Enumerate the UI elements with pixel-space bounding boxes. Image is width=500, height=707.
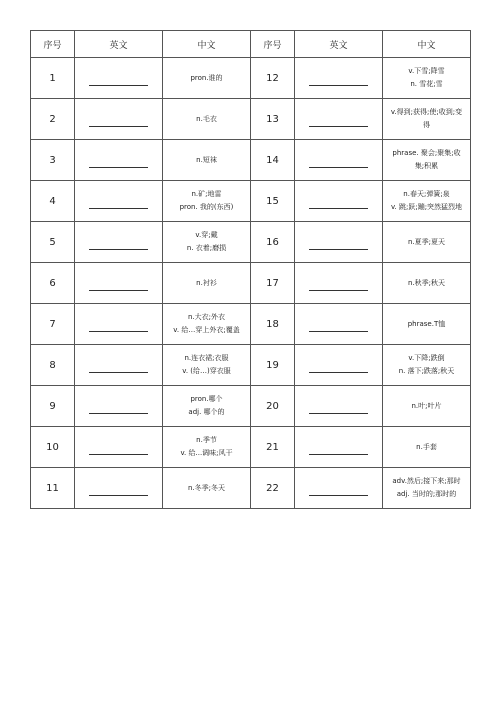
english-answer-cell[interactable] [75,304,163,345]
definition-line: pron.谁的 [190,73,223,82]
chinese-definition-cell [383,386,471,427]
definition-line: n.冬季;冬天 [187,483,226,492]
header-number: 序号 [251,31,295,58]
answer-blank-line[interactable] [309,208,368,209]
item-number: 15 [251,181,295,222]
definition-line: phrase. 聚会;聚集;收 [392,149,461,157]
item-number: 22 [251,468,295,509]
item-number: 11 [31,468,75,509]
chinese-definition-cell [383,468,471,509]
answer-blank-line[interactable] [89,495,148,496]
definition-line: v. 给…穿上外衣;覆盖 [173,326,240,334]
chinese-definition-cell [383,99,471,140]
chinese-definition-cell [163,304,251,345]
english-answer-cell[interactable] [75,427,163,468]
english-answer-cell[interactable] [295,58,383,99]
answer-blank-line[interactable] [309,85,368,86]
definition-line: 集;积累 [414,162,439,170]
chinese-definition-cell [163,181,251,222]
definition-line: n.叶;叶片 [411,401,442,410]
item-number: 17 [251,263,295,304]
definition-line: n. 衣着;磨损 [186,244,227,252]
chinese-definition-cell [383,181,471,222]
answer-blank-line[interactable] [89,290,148,291]
english-answer-cell[interactable] [295,345,383,386]
chinese-definition-cell [163,427,251,468]
definition-line: v. (给…)穿衣服 [182,367,231,375]
definition-line: v. 给...调味;风干 [180,449,233,457]
english-answer-cell[interactable] [75,386,163,427]
table-row [31,345,471,386]
chinese-definition-cell [163,99,251,140]
item-number: 14 [251,140,295,181]
english-answer-cell[interactable] [295,181,383,222]
item-number: 6 [31,263,75,304]
item-number: 4 [31,181,75,222]
header-chinese: 中文 [383,31,471,58]
answer-blank-line[interactable] [309,454,368,455]
definition-line: v.下降;跌倒 [408,354,445,362]
item-number: 5 [31,222,75,263]
answer-blank-line[interactable] [89,85,148,86]
item-number: 10 [31,427,75,468]
answer-blank-line[interactable] [309,167,368,168]
english-answer-cell[interactable] [75,468,163,509]
table-row [31,140,471,181]
table-row [31,304,471,345]
answer-blank-line[interactable] [89,372,148,373]
item-number: 19 [251,345,295,386]
english-answer-cell[interactable] [75,263,163,304]
answer-blank-line[interactable] [89,167,148,168]
definition-line: n.毛衣 [196,114,217,123]
answer-blank-line[interactable] [309,331,368,332]
answer-blank-line[interactable] [89,249,148,250]
answer-blank-line[interactable] [309,249,368,250]
item-number: 7 [31,304,75,345]
item-number: 21 [251,427,295,468]
chinese-definition-cell [163,386,251,427]
definition-line: n.春天;弹簧;泉 [403,190,450,198]
answer-blank-line[interactable] [89,331,148,332]
answer-blank-line[interactable] [309,290,368,291]
header-chinese: 中文 [163,31,251,58]
definition-line: n.季节 [196,436,217,444]
definition-line: v.穿;戴 [195,231,218,239]
chinese-definition-cell [163,345,251,386]
definition-line: n.大衣;外衣 [187,313,226,321]
item-number: 20 [251,386,295,427]
definition-line: v. 跳;跃;蹦;突然猛烈地 [390,203,463,211]
answer-blank-line[interactable] [89,208,148,209]
definition-line: pron. 我的(东西) [179,203,234,211]
vocabulary-table [30,30,471,509]
item-number: 16 [251,222,295,263]
header-row [31,31,471,58]
item-number: 13 [251,99,295,140]
chinese-definition-cell [163,468,251,509]
answer-blank-line[interactable] [89,454,148,455]
chinese-definition-cell [383,427,471,468]
definition-line: pron.哪个 [190,395,223,403]
definition-line: n.短袜 [196,155,217,164]
chinese-definition-cell [383,263,471,304]
english-answer-cell[interactable] [295,386,383,427]
definition-line: n.秋季;秋天 [407,278,446,287]
definition-line: phrase.T恤 [407,319,446,328]
english-answer-cell[interactable] [75,140,163,181]
english-answer-cell[interactable] [295,99,383,140]
english-answer-cell[interactable] [75,58,163,99]
item-number: 8 [31,345,75,386]
item-number: 1 [31,58,75,99]
chinese-definition-cell [383,222,471,263]
english-answer-cell[interactable] [295,263,383,304]
definition-line: adj. 哪个的 [188,408,225,416]
table-row [31,263,471,304]
english-answer-cell[interactable] [75,99,163,140]
english-answer-cell[interactable] [295,222,383,263]
english-answer-cell[interactable] [75,222,163,263]
header-number: 序号 [31,31,75,58]
english-answer-cell[interactable] [295,140,383,181]
table-row [31,181,471,222]
item-number: 18 [251,304,295,345]
definition-line: adv.然后;接下来;那时 [392,477,461,485]
table-row [31,468,471,509]
definition-line: n.手套 [416,442,437,451]
table-row [31,99,471,140]
definition-line: n.连衣裙;衣服 [184,354,229,362]
answer-blank-line[interactable] [309,413,368,414]
definition-line: n.衬衫 [196,278,217,287]
definition-line: v.下雪;降雪 [408,67,445,75]
english-answer-cell[interactable] [75,345,163,386]
item-number: 2 [31,99,75,140]
chinese-definition-cell [383,304,471,345]
answer-blank-line[interactable] [89,413,148,414]
english-answer-cell[interactable] [295,468,383,509]
table-row [31,386,471,427]
item-number: 9 [31,386,75,427]
table-row [31,58,471,99]
item-number: 3 [31,140,75,181]
chinese-definition-cell [383,140,471,181]
definition-line: n.矿;地雷 [191,190,222,198]
answer-blank-line[interactable] [89,126,148,127]
definition-line: adj. 当时的;那时的 [396,490,457,498]
english-answer-cell[interactable] [295,427,383,468]
definition-line: n.夏季;夏天 [407,237,446,246]
english-answer-cell[interactable] [75,181,163,222]
answer-blank-line[interactable] [309,126,368,127]
answer-blank-line[interactable] [309,372,368,373]
chinese-definition-cell [163,140,251,181]
answer-blank-line[interactable] [309,495,368,496]
definition-line: n. 落下;跌落;秋天 [398,367,455,375]
item-number: 12 [251,58,295,99]
header-english: 英文 [295,31,383,58]
table-row [31,222,471,263]
header-english: 英文 [75,31,163,58]
chinese-definition-cell [383,345,471,386]
chinese-definition-cell [163,222,251,263]
table-row [31,427,471,468]
definition-line: v.得到;获得;使;收到;变 [390,108,463,116]
definition-line: n. 雪花;雪 [410,80,443,88]
chinese-definition-cell [383,58,471,99]
chinese-definition-cell [163,58,251,99]
english-answer-cell[interactable] [295,304,383,345]
definition-line: 得 [423,121,430,129]
chinese-definition-cell [163,263,251,304]
